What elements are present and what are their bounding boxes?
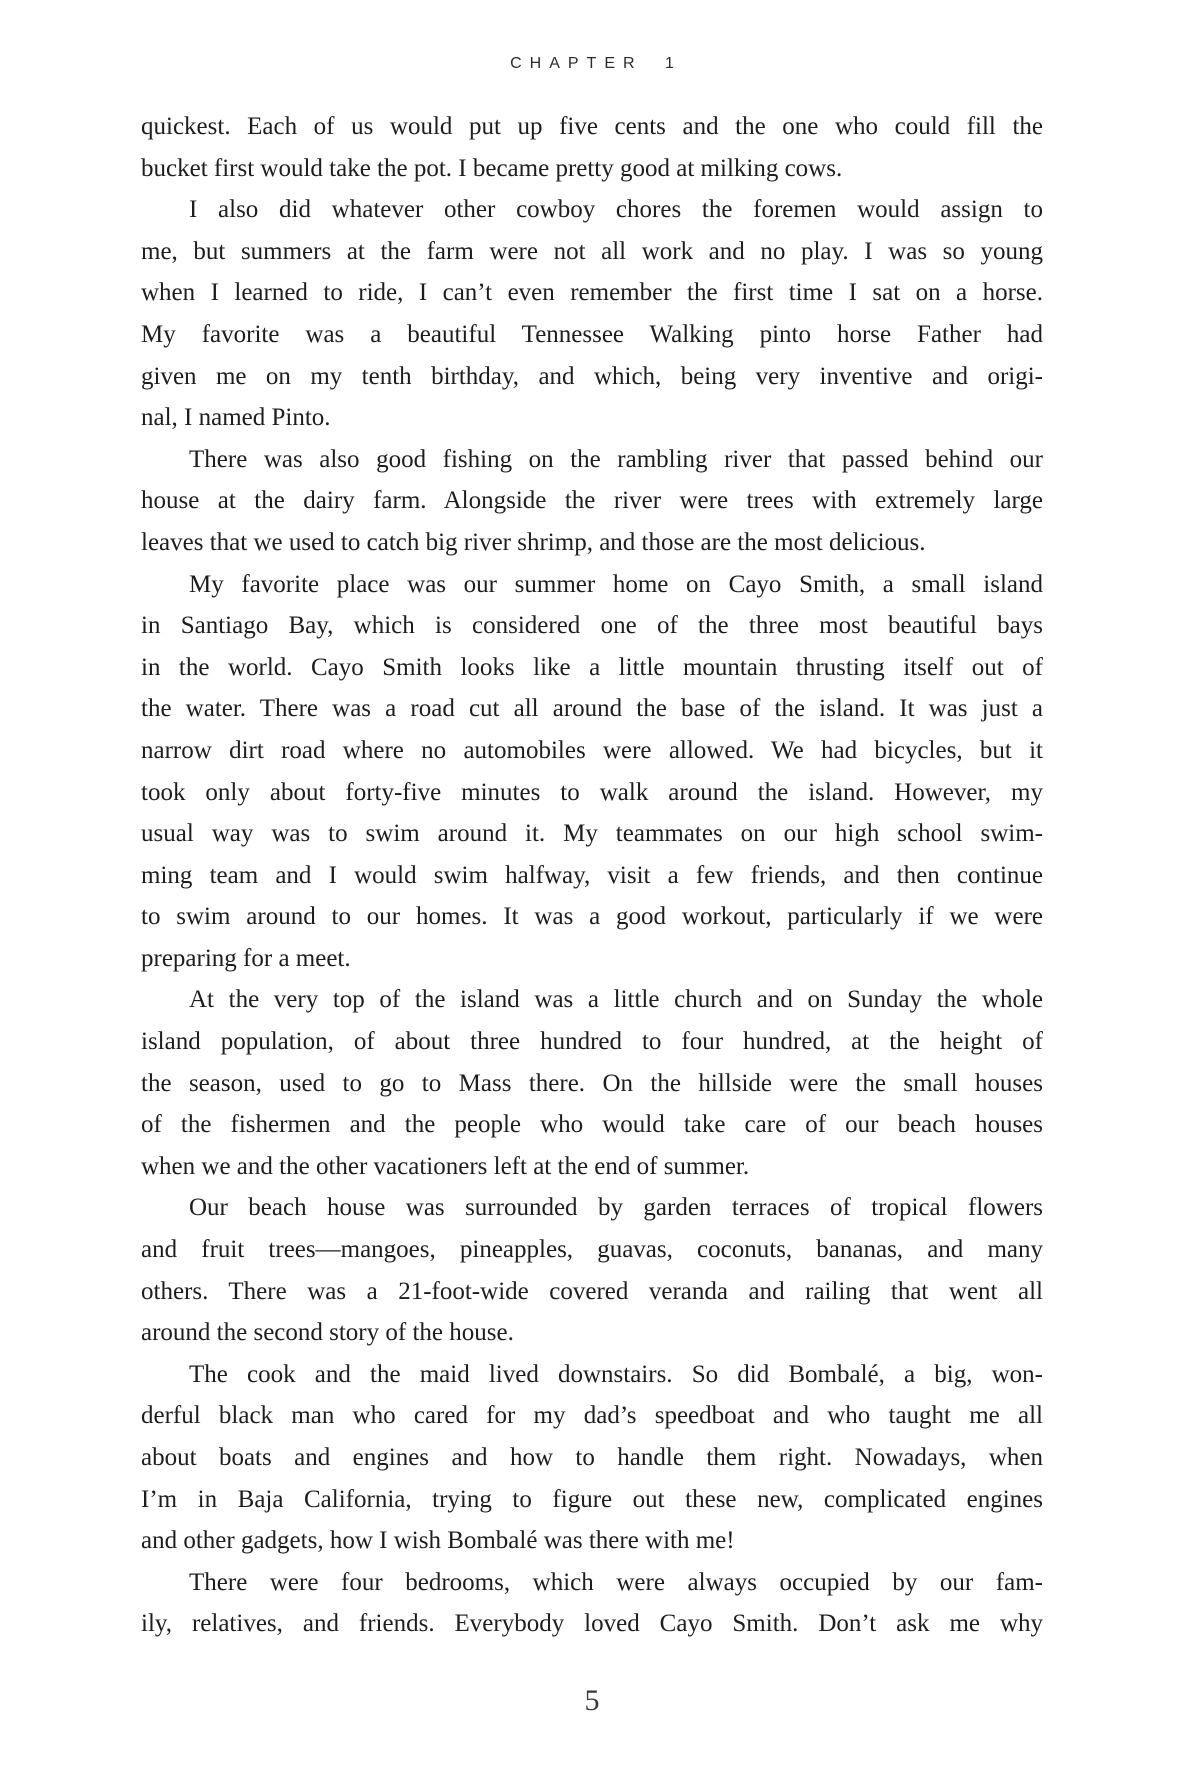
- text-line: usual way was to swim around it. My teammates on our high school swim-: [141, 820, 1043, 848]
- text-line: took only about forty-five minutes to walk around the island. However, my: [141, 778, 1043, 806]
- text-line: in the world. Cayo Smith looks like a little mountain thrusting itself out of: [141, 653, 1043, 681]
- text-line: and fruit trees—mangoes, pineapples, guavas, coconuts, bananas, and many: [141, 1236, 1043, 1264]
- text-line: narrow dirt road where no automobiles were allowed. We had bicycles, but it: [141, 736, 1043, 764]
- text-line: the water. There was a road cut all around the base of the island. It was just a: [141, 695, 1043, 723]
- text-line: ily, relatives, and friends. Everybody loved Cayo Smith. Don’t ask me why: [141, 1610, 1043, 1638]
- text-line: around the second story of the house.: [141, 1319, 514, 1347]
- text-line: I’m in Baja California, trying to figure out these new, complicated engines: [141, 1485, 1043, 1513]
- chapter-heading: CHAPTER 1: [510, 55, 682, 72]
- text-line: preparing for a meet.: [141, 944, 351, 972]
- text-line: bucket first would take the pot. I became pretty good at milking cows.: [141, 154, 843, 182]
- text-line: The cook and the maid lived downstairs. So did Bombalé, a big, won-: [189, 1360, 1043, 1388]
- text-line: There were four bedrooms, which were always occupied by our fam-: [189, 1568, 1043, 1596]
- text-line: leaves that we used to catch big river shrimp, and those are the most delicious.: [141, 528, 926, 556]
- text-line: island population, of about three hundred to four hundred, at the height of: [141, 1028, 1043, 1056]
- text-line: My favorite was a beautiful Tennessee Walking pinto horse Father had: [141, 320, 1043, 348]
- text-line: derful black man who cared for my dad’s speedboat and who taught me all: [141, 1402, 1043, 1430]
- text-line: of the fishermen and the people who would take care of our beach houses: [141, 1111, 1043, 1139]
- text-line: house at the dairy farm. Alongside the river were trees with extremely large: [141, 487, 1043, 515]
- page-body: [141, 106, 1043, 1645]
- text-line: Our beach house was surrounded by garden terraces of tropical flowers: [189, 1194, 1043, 1222]
- text-line: I also did whatever other cowboy chores the foremen would assign to: [189, 196, 1043, 224]
- text-line: My favorite place was our summer home on Cayo Smith, a small island: [189, 570, 1043, 598]
- text-line: others. There was a 21-foot-wide covered veranda and railing that went all: [141, 1277, 1043, 1305]
- text-line: about boats and engines and how to handle them right. Nowadays, when: [141, 1444, 1043, 1471]
- page-number: 5: [584, 1684, 600, 1717]
- text-line: when I learned to ride, I can’t even remember the first time I sat on a horse.: [141, 279, 1043, 307]
- text-line: to swim around to our homes. It was a good workout, particularly if we were: [141, 903, 1043, 931]
- text-line: and other gadgets, how I wish Bombalé was there with me!: [141, 1527, 735, 1555]
- text-line: in Santiago Bay, which is considered one of the three most beautiful bays: [141, 612, 1043, 640]
- text-line: given me on my tenth birthday, and which, being very inventive and origi-: [141, 362, 1043, 390]
- text-line: quickest. Each of us would put up five cents and the one who could fill the: [141, 113, 1043, 140]
- text-line: ming team and I would swim halfway, visit a few friends, and then continue: [141, 861, 1043, 889]
- text-line: the season, used to go to Mass there. On the hillside were the small houses: [141, 1069, 1043, 1097]
- text-line: There was also good fishing on the rambling river that passed behind our: [189, 445, 1043, 473]
- text-line: when we and the other vacationers left at the end of summer.: [141, 1152, 750, 1180]
- text-line: me, but summers at the farm were not all work and no play. I was so young: [141, 237, 1043, 265]
- text-line: At the very top of the island was a little church and on Sunday the whole: [189, 986, 1043, 1014]
- text-line: nal, I named Pinto.: [141, 404, 331, 432]
